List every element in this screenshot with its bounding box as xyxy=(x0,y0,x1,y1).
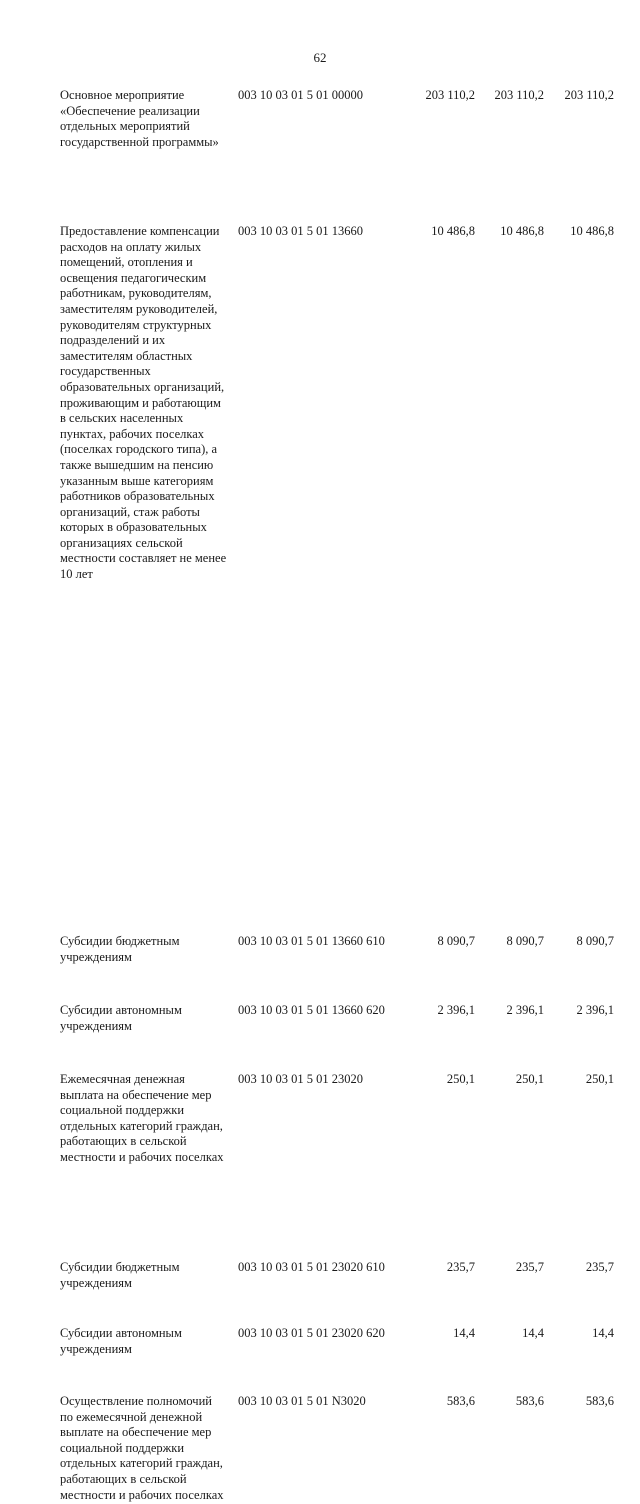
row-name xyxy=(60,1003,238,1034)
amount-3: 203 110,2 xyxy=(564,88,614,102)
amount-2: 14,4 xyxy=(522,1326,544,1340)
amount-1: 8 090,7 xyxy=(437,934,475,948)
row-name-line: проживающим и работающим xyxy=(60,395,221,410)
row-name xyxy=(60,934,238,965)
row-name-line: организациях сельской xyxy=(60,535,183,550)
budget-code: 003 10 03 01 5 01 00000 xyxy=(238,88,363,102)
amount-1: 583,6 xyxy=(446,1394,475,1408)
row-name-line: также вышедшим на пенсию xyxy=(60,457,214,472)
row-name-line: руководителям структурных xyxy=(60,317,212,332)
row-name-line: расходов на оплату жилых xyxy=(60,239,202,254)
row-name-line: Субсидии бюджетным xyxy=(60,934,180,948)
row-name-line: местности и рабочих поселках xyxy=(60,1487,224,1502)
table-row xyxy=(0,1260,640,1294)
row-name xyxy=(60,1072,238,1166)
row-name-line: Основное мероприятие xyxy=(60,88,185,102)
row-name-line: образовательных организаций, xyxy=(60,379,225,394)
row-name-line: организаций, стаж работы xyxy=(60,504,200,519)
row-name-line: указанным выше категориям xyxy=(60,473,214,488)
row-name-line: социальной поддержки xyxy=(60,1103,185,1118)
row-name-line: в сельских населенных xyxy=(60,411,184,426)
row-name-line: учреждениям xyxy=(60,949,132,964)
page-number: 62 xyxy=(313,50,327,65)
table-row xyxy=(0,1326,640,1360)
amount-3: 250,1 xyxy=(585,1072,614,1086)
row-name-line: Предоставление компенсации xyxy=(60,224,220,238)
amount-2: 203 110,2 xyxy=(494,88,544,102)
budget-code: 003 10 03 01 5 01 23020 610 xyxy=(238,1260,385,1274)
row-name-line: выплате на обеспечение мер xyxy=(60,1425,212,1440)
budget-table xyxy=(0,88,640,1502)
row-name-line: учреждениям xyxy=(60,1018,132,1033)
amount-1: 14,4 xyxy=(453,1326,475,1340)
row-name-line: выплата на обеспечение мер xyxy=(60,1087,212,1102)
row-name-line: социальной поддержки xyxy=(60,1440,185,1455)
amount-2: 235,7 xyxy=(515,1260,544,1274)
row-name xyxy=(60,1260,238,1291)
row-name-line: Ежемесячная денежная xyxy=(60,1072,185,1086)
row-name-line: заместителям областных xyxy=(60,348,193,363)
row-name xyxy=(60,1394,238,1503)
amount-1: 10 486,8 xyxy=(431,224,475,238)
row-name-line: 10 лет xyxy=(60,567,93,582)
row-name-line: пунктах, рабочих поселках xyxy=(60,426,205,441)
budget-code: 003 10 03 01 5 01 23020 620 xyxy=(238,1326,385,1340)
row-name-line: учреждениям xyxy=(60,1341,132,1356)
row-name-line: освещения педагогическим xyxy=(60,270,207,285)
row-name-line: отдельных категорий граждан, xyxy=(60,1456,223,1471)
row-name-line: подразделений и их xyxy=(60,333,166,348)
table-row xyxy=(0,1072,640,1166)
row-name-line: работающих в сельской xyxy=(60,1471,187,1486)
amount-2: 250,1 xyxy=(515,1072,544,1086)
row-name-line: заместителям руководителей, xyxy=(60,301,218,316)
row-name-line: отдельных категорий граждан, xyxy=(60,1118,223,1133)
row-name-line: Осуществление полномочий xyxy=(60,1394,212,1408)
amount-1: 235,7 xyxy=(446,1260,475,1274)
row-name-line: государственных xyxy=(60,364,151,379)
row-name-line: Субсидии автономным xyxy=(60,1003,182,1017)
row-name xyxy=(60,1326,238,1357)
row-name-line: работающих в сельской xyxy=(60,1134,187,1149)
amount-3: 14,4 xyxy=(592,1326,614,1340)
row-name-line: местности и рабочих поселках xyxy=(60,1149,224,1164)
amount-1: 2 396,1 xyxy=(437,1003,475,1017)
row-name-line: по ежемесячной денежной xyxy=(60,1409,203,1424)
table-row xyxy=(0,224,640,586)
row-name-line: Субсидии бюджетным xyxy=(60,1260,180,1274)
row-name-line: Субсидии автономным xyxy=(60,1326,182,1340)
row-name-line: (поселках городского типа), а xyxy=(60,442,218,457)
budget-code: 003 10 03 01 5 01 13660 620 xyxy=(238,1003,385,1017)
amount-1: 250,1 xyxy=(446,1072,475,1086)
row-name-line: государственной программы» xyxy=(60,134,219,149)
amount-3: 583,6 xyxy=(585,1394,614,1408)
row-name-line: работников образовательных xyxy=(60,489,215,504)
row-name-line: местности составляет не менее xyxy=(60,551,227,566)
row-name-line: помещений, отопления и xyxy=(60,255,193,270)
row-name xyxy=(60,88,238,150)
amount-2: 583,6 xyxy=(515,1394,544,1408)
table-row xyxy=(0,1003,640,1037)
amount-3: 8 090,7 xyxy=(576,934,614,948)
budget-code: 003 10 03 01 5 01 N3020 xyxy=(238,1394,366,1408)
amount-2: 2 396,1 xyxy=(506,1003,544,1017)
amount-3: 235,7 xyxy=(585,1260,614,1274)
budget-code: 003 10 03 01 5 01 23020 xyxy=(238,1072,363,1086)
amount-1: 203 110,2 xyxy=(425,88,475,102)
budget-code: 003 10 03 01 5 01 13660 610 xyxy=(238,934,385,948)
table-row xyxy=(0,934,640,968)
amount-2: 10 486,8 xyxy=(500,224,544,238)
row-name-line: «Обеспечение реализации xyxy=(60,103,200,118)
row-name-line: работникам, руководителям, xyxy=(60,286,212,301)
table-row xyxy=(0,88,640,158)
amount-2: 8 090,7 xyxy=(506,934,544,948)
row-name xyxy=(60,224,238,583)
amount-3: 10 486,8 xyxy=(570,224,614,238)
row-name-line: которых в образовательных xyxy=(60,520,207,535)
amount-3: 2 396,1 xyxy=(576,1003,614,1017)
row-name-line: отдельных мероприятий xyxy=(60,119,190,134)
budget-code: 003 10 03 01 5 01 13660 xyxy=(238,224,363,238)
row-name-line: учреждениям xyxy=(60,1275,132,1290)
table-row xyxy=(0,1394,640,1504)
